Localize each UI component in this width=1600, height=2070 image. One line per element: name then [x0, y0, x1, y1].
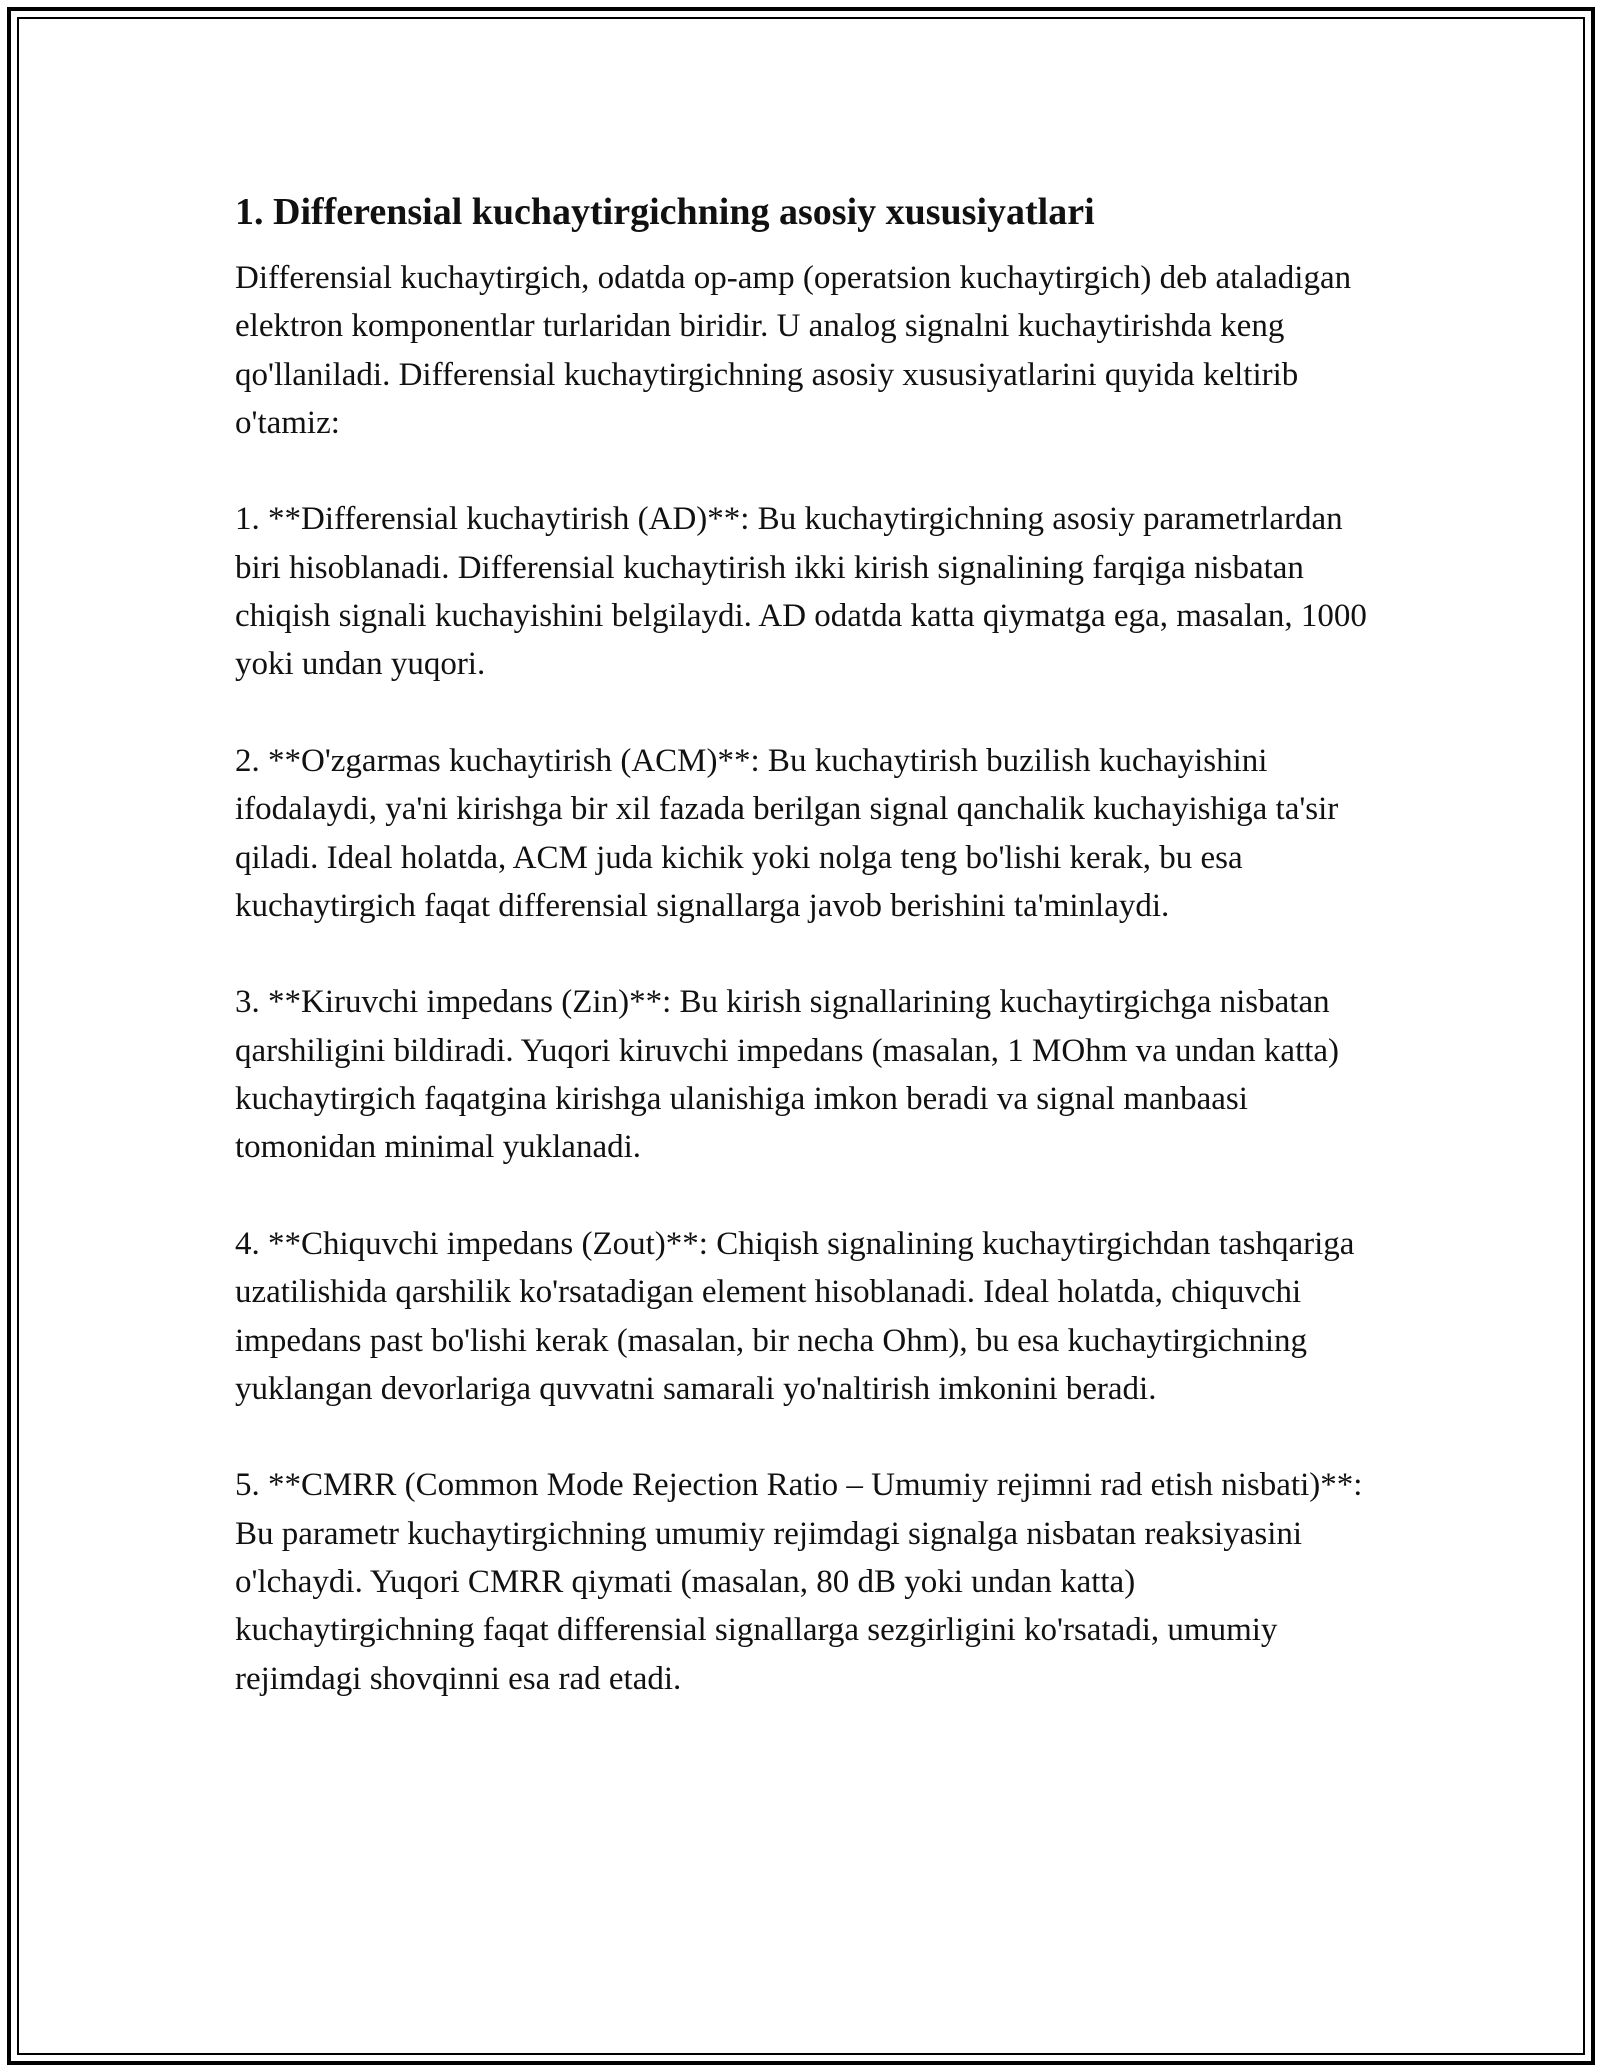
list-item-differential-gain: 1. **Differensial kuchaytirish (AD)**: Bu kuchaytirgichning asosiy parametrlardan biri hisoblanadi. Differensial kuchaytirish ikki kirish signalining farqiga nisbatan chiqish signali kuchayishini belgilaydi. AD odatda katta qiymatga ega, masalan, 1000 yoki undan yuqori. [235, 501, 1367, 683]
list-item-cmrr: 5. **CMRR (Common Mode Rejection Ratio – Umumiy rejimni rad etish nisbati)**: Bu parametr kuchaytirgichning umumiy rejimdagi signalga nisbatan reaksiyasini o'lchaydi. Yuqori CMRR qiymati (masalan, 80 dB yoki undan katta) kuchaytirgichning faqat differensial signallarga sezgirligini ko'rsatadi, umumiy rejimdagi shovqinni esa rad etadi. [235, 1467, 1363, 1697]
document-body [235, 186, 1375, 1751]
list-item-common-mode-gain: 2. **O'zgarmas kuchaytirish (ACM)**: Bu kuchaytirish buzilish kuchayishini ifodalaydi, ya'ni kirishga bir xil fazada berilgan signal qanchalik kuchayishiga ta'sir qiladi. Ideal holatda, ACM juda kichik yoki nolga teng bo'lishi kerak, bu esa kuchaytirgich faqat differensial signallarga javob berishini ta'minlaydi. [235, 742, 1339, 924]
page-title: 1. Differensial kuchaytirgichning asosiy xususiyatlari [235, 191, 1095, 233]
list-item-output-impedance: 4. **Chiquvchi impedans (Zout)**: Chiqish signalining kuchaytirgichdan tashqariga uzatilishida qarshilik ko'rsatadigan element hisoblanadi. Ideal holatda, chiquvchi impedans past bo'lishi kerak (masalan, bir necha Ohm), bu esa kuchaytirgichning yuklangan devorlariga quvvatni samarali yo'naltirish imkonini beradi. [235, 1225, 1355, 1407]
list-item-input-impedance: 3. **Kiruvchi impedans (Zin)**: Bu kirish signallarining kuchaytirgichga nisbatan qarshiligini bildiradi. Yuqori kiruvchi impedans (masalan, 1 MOhm va undan katta) kuchaytirgich faqatgina kirishga ulanishiga imkon beradi va signal manbaasi tomonidan minimal yuklanadi. [235, 984, 1340, 1166]
intro-paragraph: Differensial kuchaytirgich, odatda op-amp (operatsion kuchaytirgich) deb ataladigan elektron komponentlar turlaridan biridir. U analog signalni kuchaytirishda keng qo'llaniladi. Differensial kuchaytirgichning asosiy xususiyatlarini quyida keltirib o'tamiz: [235, 260, 1352, 441]
